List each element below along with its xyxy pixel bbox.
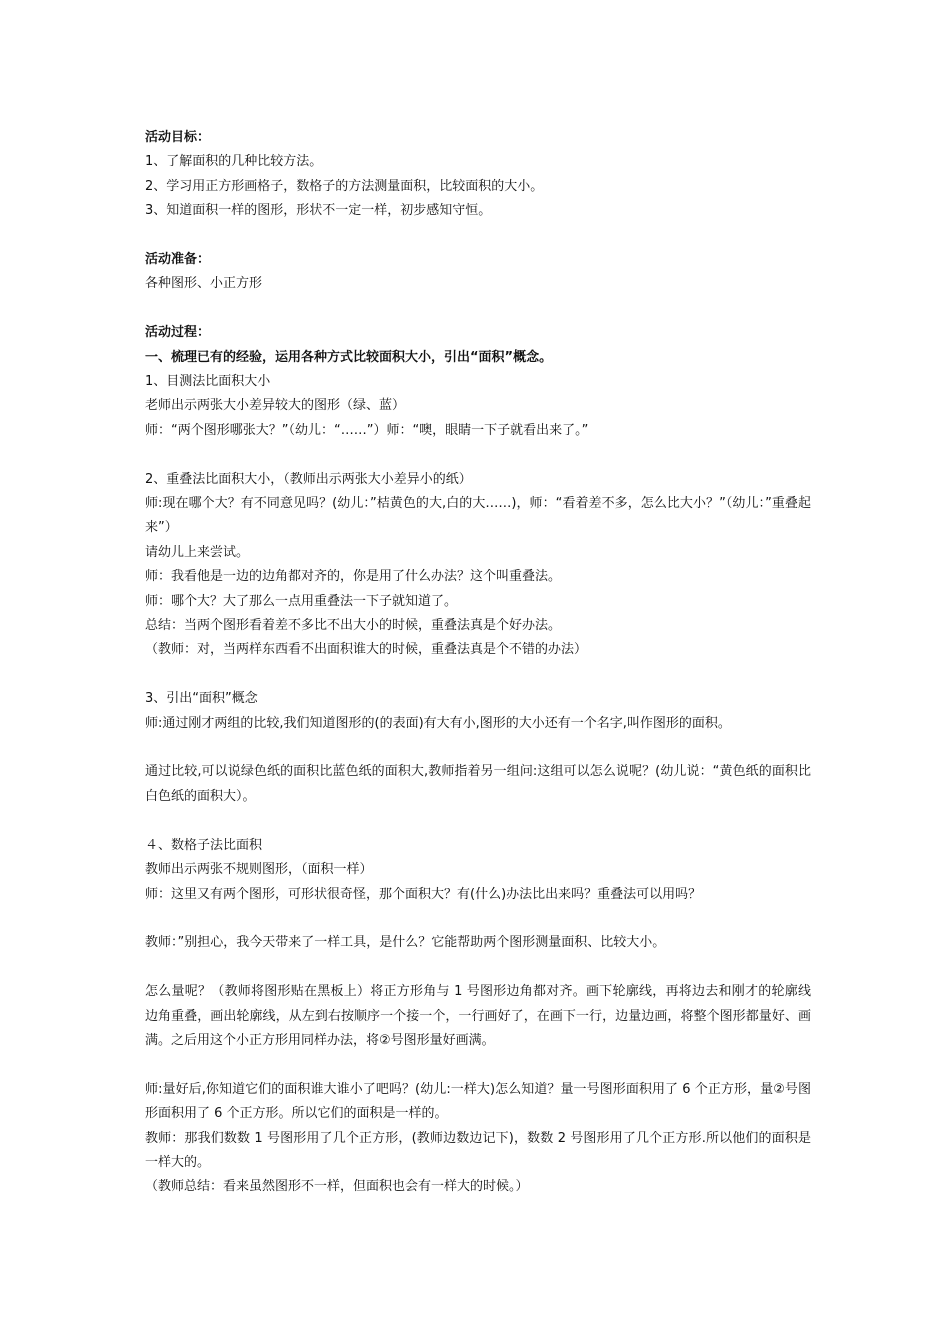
goal-item: 2、学习用正方形画格子，数格子的方法测量面积，比较面积的大小。: [145, 178, 544, 194]
paragraph-line: 师:通过刚才两组的比较,我们知道图形的(的表面)有大有小,图形的大小还有一个名字,叫作图形的面积。: [145, 715, 731, 731]
spacer: [145, 907, 811, 931]
paragraph-line: （教师：对，当两样东西看不出面积谁大的时候，重叠法真是个不错的办法）: [145, 642, 588, 658]
prep-heading: 活动准备：: [145, 252, 211, 268]
paragraph-line: 教师：”别担心，我今天带来了一样工具，是什么？它能帮助两个图形测量面积、比较大小。: [145, 935, 666, 951]
goal-item: 1、了解面积的几种比较方法。: [145, 154, 323, 170]
spacer: [145, 224, 811, 248]
part1-title: 一、梳理已有的经验，运用各种方式比较面积大小，引出“面积”概念。: [145, 349, 553, 365]
paragraph-line: 老师出示两张大小差异较大的图形（绿、蓝）: [145, 398, 406, 414]
paragraph: 师:现在哪个大？有不同意见吗？(幼儿：”桔黄色的大,白的大……)，师：“看着差不多，怎么比大小？”（幼儿：”重叠起来”）: [145, 496, 811, 536]
goal-item: 3、知道面积一样的图形，形状不一定一样，初步感知守恒。: [145, 203, 492, 219]
prep-text: 各种图形、小正方形: [145, 276, 263, 292]
paragraph-line: 师：这里又有两个图形，可形状很奇怪，那个面积大？有(什么)办法比出来吗？重叠法可以用吗？: [145, 886, 702, 902]
paragraph-line: 师：“两个图形哪张大？”（幼儿：“……”）师：“噢，眼睛一下子就看出来了。”: [145, 422, 589, 438]
section-title: ４、数格子法比面积: [145, 837, 263, 853]
section-title: 1、目测法比面积大小: [145, 374, 271, 390]
process-heading: 活动过程：: [145, 325, 211, 341]
section-title: 3、引出“面积”概念: [145, 691, 258, 707]
paragraph-line: 请幼儿上来尝试。: [145, 544, 250, 560]
paragraph: 师:量好后,你知道它们的面积谁大谁小了吧吗？(幼儿:一样大)怎么知道？量一号图形面积用了 6 个正方形，量②号图形面积用了 6 个正方形。所以它们的面积是一样的。: [145, 1081, 811, 1122]
spacer: [145, 1053, 811, 1077]
paragraph: 教师：那我们数数 1 号图形用了几个正方形，(教师边数边记下)，数数 2 号图形用了几个正方形.所以他们的面积是一样大的。: [145, 1130, 811, 1170]
paragraph-line: 教师出示两张不规则图形，（面积一样）: [145, 862, 373, 878]
document-body: [145, 126, 811, 1200]
paragraph: 通过比较,可以说绿色纸的面积比蓝色纸的面积大,教师指着另一组问:这组可以怎么说呢？(幼儿说：“黄色纸的面积比白色纸的面积大）。: [145, 764, 811, 804]
paragraph-line: 师：哪个大？大了那么一点用重叠法一下子就知道了。: [145, 593, 458, 609]
goals-heading: 活动目标：: [145, 130, 211, 145]
closing-note: （教师总结：看来虽然图形不一样，但面积也会有一样大的时候。）: [145, 1179, 529, 1195]
paragraph: 怎么量呢？（教师将图形贴在黑板上）将正方形角与 1 号图形边角都对齐。画下轮廓线，再将边去和刚才的轮廓线边角重叠，画出轮廓线，从左到右按顺序一个接一个，一行画好了，在画下一行，边量边画，将整个图形都量好、画满。之后用这个小正方形用同样办法，将②号图形量好画满。: [145, 984, 811, 1048]
spacer: [145, 443, 811, 467]
paragraph-line: 师：我看他是一边的边角都对齐的，你是用了什么办法？这个叫重叠法。: [145, 569, 562, 585]
spacer: [145, 809, 811, 833]
spacer: [145, 663, 811, 687]
spacer: [145, 297, 811, 321]
section-title: 2、重叠法比面积大小，（教师出示两张大小差异小的纸）: [145, 471, 472, 487]
spacer: [145, 736, 811, 760]
spacer: [145, 956, 811, 980]
paragraph-line: 总结：当两个图形看着差不多比不出大小的时候，重叠法真是个好办法。: [145, 618, 562, 634]
